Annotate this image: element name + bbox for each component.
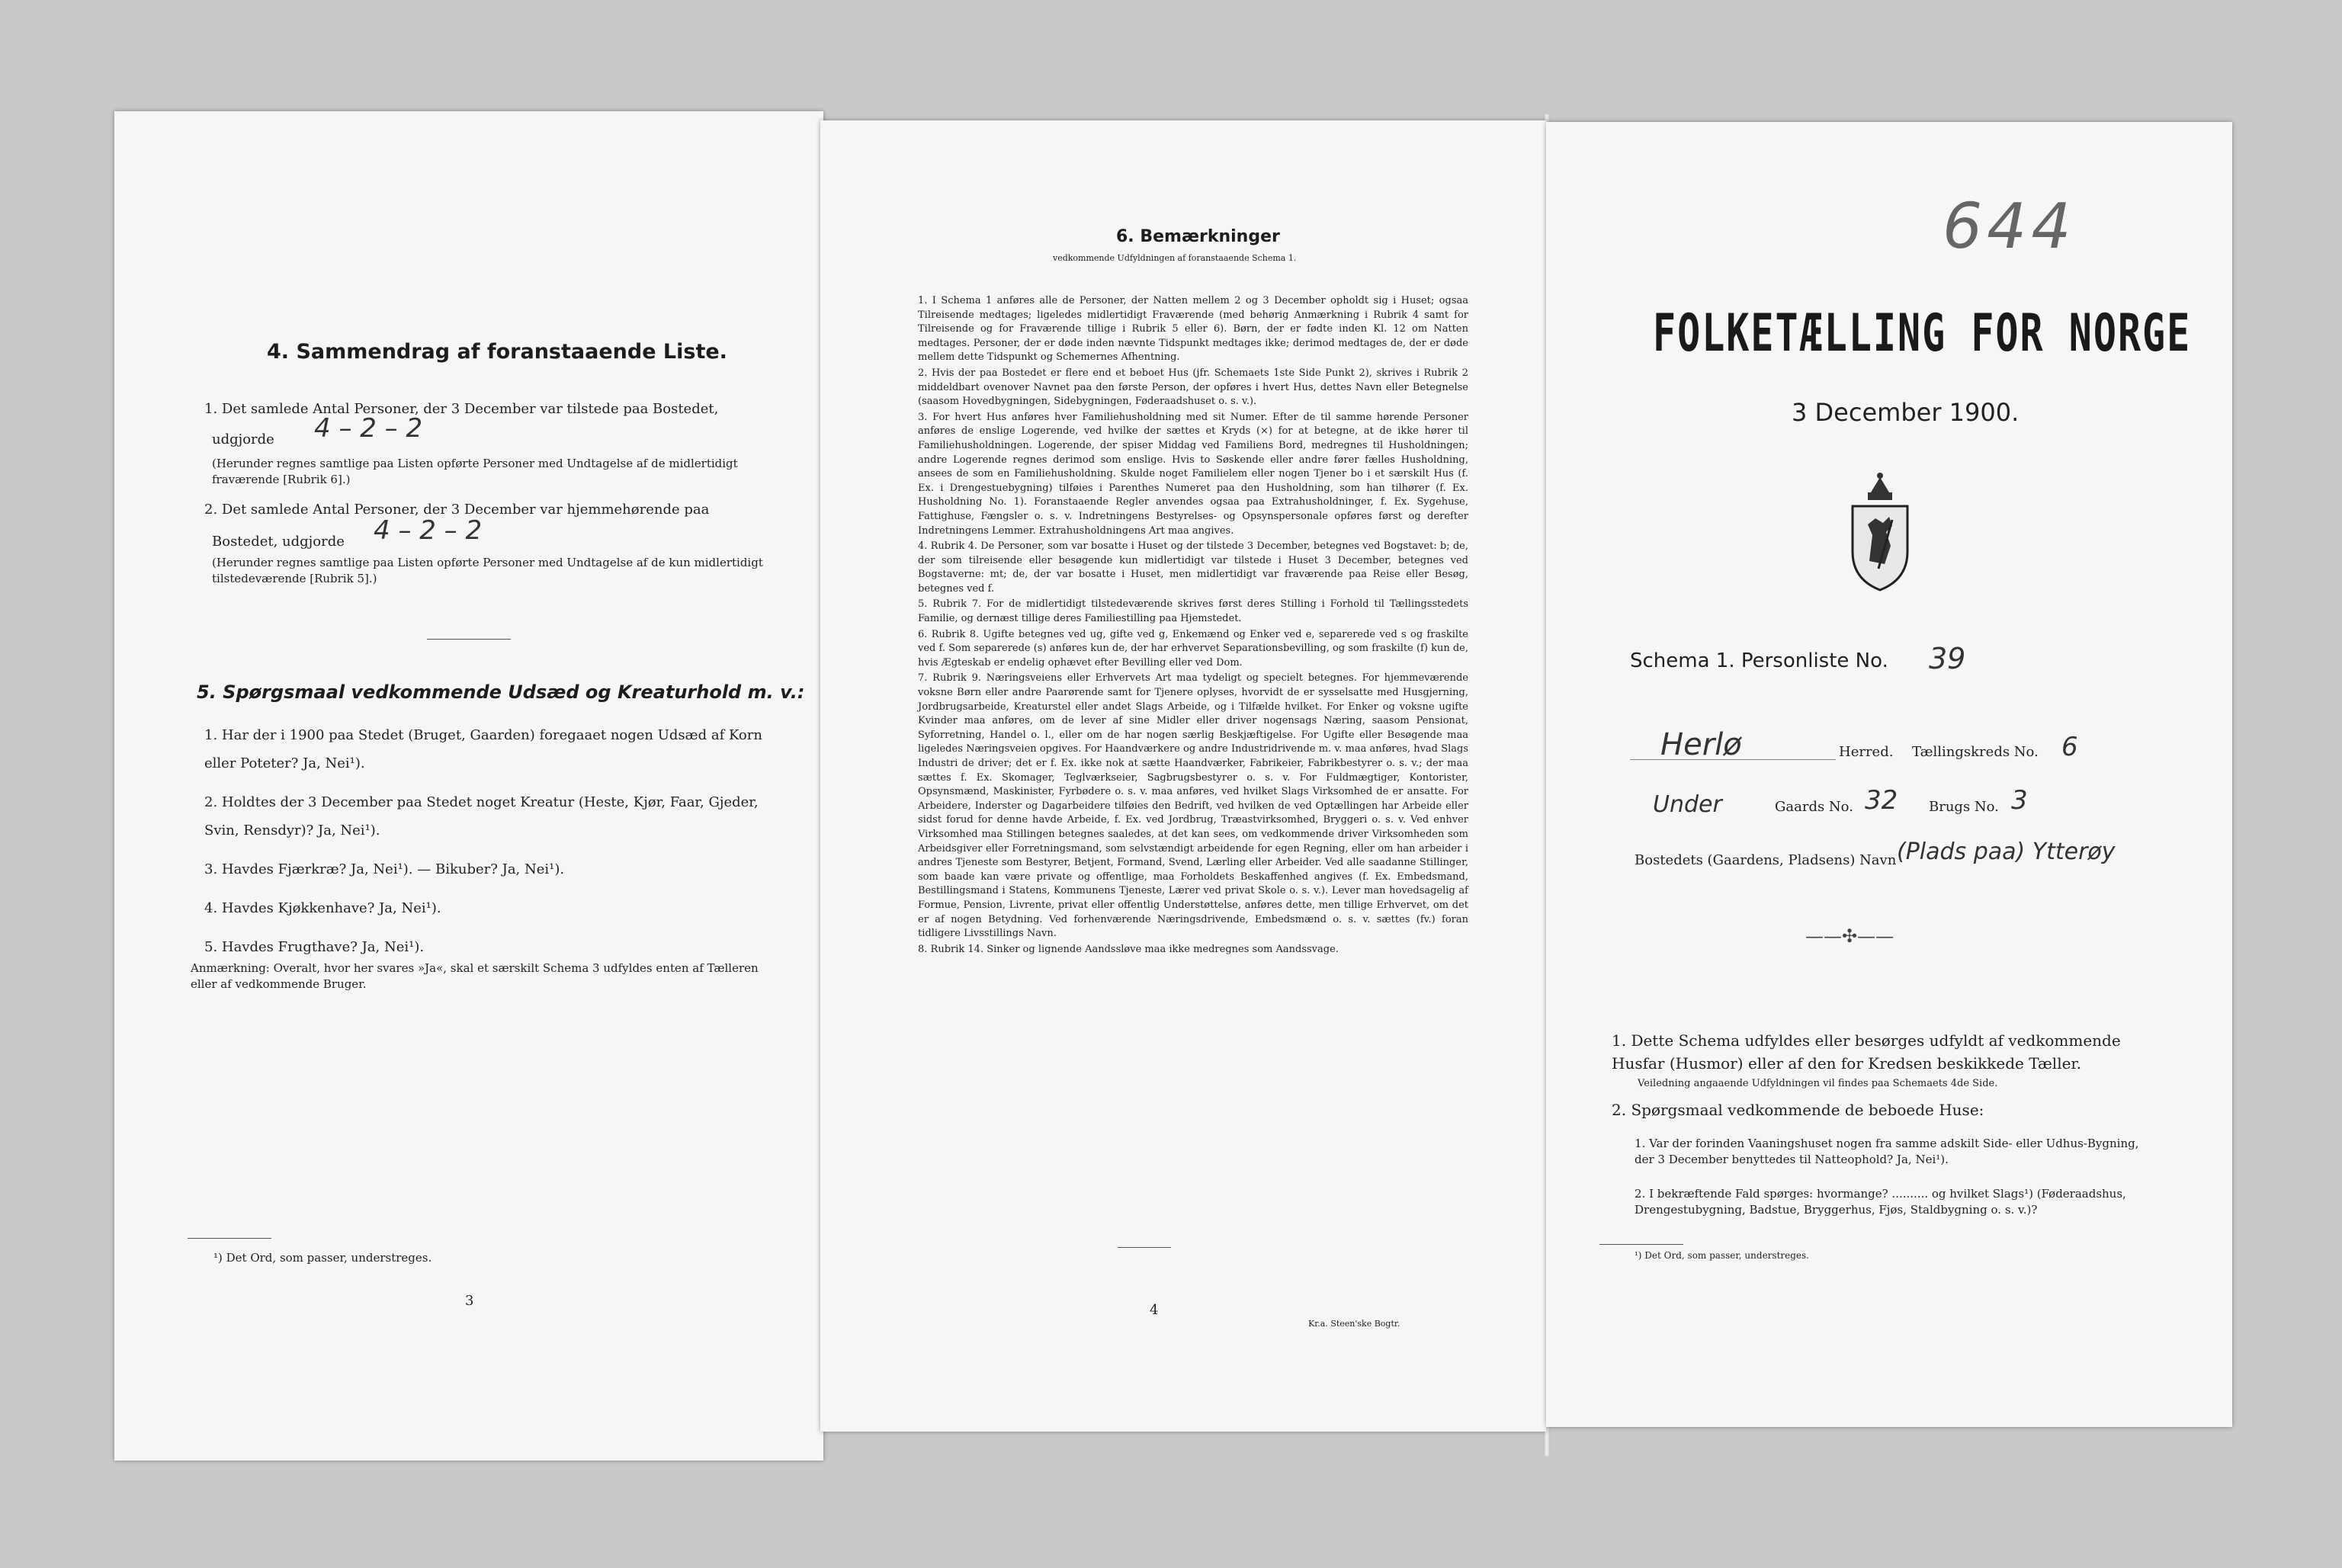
q2-bostedet-label: Bostedet, udgjorde [212, 534, 345, 550]
archive-number-handwritten: 644 [1943, 191, 2076, 263]
remarks-subtitle: vedkommende Udfyldningen af foranstaaende Schema 1. [1053, 253, 1297, 263]
instruction-1: 1. Dette Schema udfyldes eller besørges udfyldt af vedkommende Husfar (Husmor) eller af den for Kredsen beskikkede Tæller. [1612, 1031, 2121, 1073]
herred-label: Herred. [1839, 744, 1894, 760]
remark-item: 1. I Schema 1 anføres alle de Personer, der Natten mellem 2 og 3 December opholdt sig i Huset; ogsaa Tilreisende medtages; ligeledes midlertidigt Fraværende (med behørig Anmærkning i Rubrik 4 samt for Tilreisende og for Fraværende tillige i Rubrik 5 eller 6). Børn, der er fødte inden Kl. 12 om Natten medtages. Personer, der er døde inden nævnte Tidspunkt medtages ikke; derimod medtages de, der er døde mellem dette Tidspunkt og Schemernes Afhentning. [918, 295, 1468, 364]
bosted-label: Bostedets (Gaardens, Pladsens) Navn [1635, 852, 1897, 868]
remark-item: 6. Rubrik 8. Ugifte betegnes ved ug, gifte ved g, Enkemænd og Enker ved e, separerede ved s og fraskilte ved f. Som separerede (s) anføres kun de, der har erhvervet Separationsbevilling, og som fraskilte (f) kun de, hvis Ægteskab er endelig ophævet efter Bevilling eller ved Dom. [918, 628, 1468, 669]
q2-note: (Herunder regnes samtlige paa Listen opførte Personer med Undtagelse af de kun midlertidigt tilstedeværende [Rubrik 5].) [212, 556, 763, 585]
divider [427, 639, 511, 640]
instruction-2-q1: 1. Var der forinden Vaaningshuset nogen fra samme adskilt Side- eller Udhus-Bygning, der 3 December benyttedes til Natteophold? Ja, Nei¹). [1635, 1137, 2139, 1166]
ornament-divider-icon: ——✣—— [1805, 925, 1894, 947]
brugs-label: Brugs No. [1929, 799, 1999, 815]
section5-title: 5. Spørgsmaal vedkommende Udsæd og Kreaturhold m. v.: [197, 681, 805, 703]
page-number: 4 [1150, 1302, 1159, 1318]
q2-handwritten-count: 4 – 2 – 2 [374, 515, 483, 546]
gaards-label: Gaards No. [1775, 799, 1853, 815]
census-date: 3 December 1900. [1792, 398, 2020, 427]
remark-item: 2. Hvis der paa Bostedet er flere end et beboet Hus (jfr. Schemaets 1ste Side Punkt 2), skrives i Rubrik 2 middeldbart ovenover Navnet paa den første Person, der opføres i hvert Hus, dettes Navn eller Betegnelse (saasom Hovedbygningen, Sidebygningen, Føderaadshuset o. s. v.). [918, 367, 1468, 408]
section5-list [204, 721, 768, 961]
right-page [1546, 122, 2232, 1427]
middle-page [820, 120, 1546, 1432]
s5-item: 3. Havdes Fjærkræ? Ja, Nei¹). — Bikuber? Ja, Nei¹). [204, 861, 565, 877]
remark-item: 4. Rubrik 4. De Personer, som var bosatte i Huset og der tilstede 3 December, betegnes ved Bogstavet: b; de, der som tilreisende eller besøgende kun midlertidigt var tilstede i Huset 3 December, betegnes ved Bogstaverne: mt; de, der var bosatte i Huset, men midlertidigt var fraværende paa Reise eller Besøg, betegnes ved f. [918, 540, 1468, 595]
s5-item: 1. Har der i 1900 paa Stedet (Bruget, Gaarden) foregaaet nogen Udsæd af Korn eller Poteter? Ja, Nei¹). [204, 727, 762, 771]
anmaerkning: Anmærkning: Overalt, hvor her svares »Ja«, skal et særskilt Schema 3 udfyldes enten af Tælleren eller af vedkommende Bruger. [191, 961, 759, 991]
q2-text: 2. Det samlede Antal Personer, der 3 December var hjemmehørende paa [204, 502, 710, 518]
s5-item: 2. Holdtes der 3 December paa Stedet noget Kreatur (Heste, Kjør, Faar, Gjeder, Svin, Rensdyr)? Ja, Nei¹). [204, 794, 759, 839]
remark-item: 7. Rubrik 9. Næringsveiens eller Erhvervets Art maa tydeligt og specielt betegnes. For hjemmeværende voksne Børn eller andre Paarørende samt for Tjenere oplyses, hvorvidt de er sysselsatte med Husgjerning, Jordbrugsarbeide, Kreaturstel eller andet Slags Arbeide, og i Tilfælde hvilket. For Enker og voksne ugifte Kvinder maa anføres, om de lever af sine Midler eller driver nogensags Næring, saasom Pensionat, Syforretning, Handel o. l., eller om de har nogen særlig Beskjæftigelse. For Ugifte eller Besøgende maa ligeledes Næringsveien opgives. For Haandværkere og andre Industridrivende m. v. maa anføres, hvad Slags Industri de driver; det er f. Ex. ikke nok at sætte Haandværker, Fabrikeier, Fabrikbestyrer o. s. v.; der maa sættes f. Ex. Skomager, Teglværkseier, Sagbrugsbestyrer o. s. v. For Fuldmægtiger, Kontorister, Opsynsmænd, Maskinister, Fyrbødere o. s. v. maa anføres, ved hvilket Slags Virksomhed de er ansatte. For Arbeidere, Inderster og Dagarbeidere tilføies den Bedrift, ved hvilken de ved Optællingen har Arbeide eller sidst forud for denne havde Arbeide, f. Ex. ved Jordbrug, Træastvirksomhed, Bryggeri o. s. v. Ved enhver Virksomhed maa Stillingen betegnes saaledes, at det kan sees, om vedkommende driver Virksomheden som Arbeidsgiver eller Forretningsmand, som selvstændigt arbeidende for egen Regning, eller om han arbeider i andres Tjeneste som Bestyrer, Betjent, Formand, Svend, Lærling eller Arbeider. Ved alle saadanne Stillinger, som baade kan være private og offentlige, maa Forholdets Beskaffenhed angives (f. Ex. Embedsmand, Bestillingsmand i Statens, Kommunens Tjeneste, Lærer ved privat Skole o. s. v.). Lever man hovedsagelig af Formue, Pension, Livrente, privat eller offentlig Understøttelse, anføres dette, men tillige Erhvervet, om det er af nogen Betydning. Ved forhenværende Næringsdrivende, Embedsmænd o. s. v. sættes (fv.) foran tidligere Livsstillings Navn. [918, 672, 1468, 940]
q1-handwritten-count: 4 – 2 – 2 [314, 413, 423, 444]
instruction-2: 2. Spørgsmaal vedkommende de beboede Huse: [1612, 1101, 1984, 1119]
remark-item: 5. Rubrik 7. For de midlertidigt tilstedeværende skrives først deres Stilling i Forhold til Tællingsstedets Familie, og dernæst tillige deres Familiestilling paa Hjemstedet. [918, 598, 1468, 625]
remark-item: 8. Rubrik 14. Sinker og lignende Aandssløve maa ikke medregnes som Aandssvage. [918, 943, 1339, 955]
divider [1118, 1247, 1171, 1248]
gaards-prefix: Under [1653, 791, 1722, 818]
bosted-name: (Plads paa) Ytterøy [1897, 839, 2116, 865]
personliste-number: 39 [1929, 642, 1966, 675]
remarks-list [918, 294, 1468, 958]
remark-item: 3. For hvert Hus anføres hver Familiehusholdning med sit Numer. Efter de til samme hørende Personer anføres de enslige Logerende, ved hvilke der sættes et Kryds (×) for at betegne, at de ikke hører til Familiehusholdningen. Logerende, der spiser Middag ved Familiens Bord, medregnes til Husholdningen; andre Logerende regnes derimod som enslige. Hvis to Søskende eller andre fører fælles Husholdning, ansees de som en Familiehusholdning. Skulde noget Familielem eller nogen Tjener bo i et særskilt Hus (f. Ex. i Drengestuebygning) tilføies i Parenthes Numeret paa den Husholdning, som han tilhører (f. Ex. Husholdning No. 1). Foranstaaende Regler anvendes ogsaa paa Extrahusholdninger, f. Ex. Sygehuse, Fattighuse, Fængsler o. s. v. Indretningens Bestyrelses- og Opsynspersonale opføres først og derefter Indretningens Lemmer. Extrahusholdningens Art maa angives. [918, 411, 1468, 537]
instruction-2-q2: 2. I bekræftende Fald spørges: hvormange? .......... og hvilket Slags¹) (Føderaadshus, Drengestubygning, Badstue, Bryggerhus, Fjøs, Staldbygning o. s. v.)? [1635, 1187, 2126, 1217]
printer-credit: Kr.a. Steen'ske Bogtr. [1308, 1319, 1400, 1329]
instruction-1-note: Veiledning angaaende Udfyldningen vil findes paa Schemaets 4de Side. [1638, 1078, 1998, 1089]
q1-udgjorde-label: udgjorde [212, 431, 274, 447]
footnote-rule [1599, 1244, 1683, 1245]
page-number: 3 [465, 1293, 474, 1309]
s5-item: 4. Havdes Kjøkkenhave? Ja, Nei¹). [204, 900, 441, 916]
herred-name: Herlø [1660, 727, 1742, 762]
gaards-number: 32 [1865, 785, 1898, 816]
footnote-rule [188, 1238, 271, 1239]
left-page [114, 111, 823, 1461]
footnote: ¹) Det Ord, som passer, understreges. [1635, 1250, 1809, 1261]
taellingskreds-label: Tællingskreds No. [1912, 744, 2039, 760]
document-title: FOLKETÆLLING FOR NORGE [1653, 303, 2192, 364]
taellingskreds-number: 6 [2061, 732, 2078, 762]
remarks-title: 6. Bemærkninger [1116, 227, 1280, 246]
schema-label: Schema 1. Personliste No. [1630, 649, 1888, 672]
section4-title: 4. Sammendrag af foranstaaende Liste. [267, 340, 727, 364]
q1-text: 1. Det samlede Antal Personer, der 3 December var tilstede paa Bostedet, [204, 401, 719, 417]
brugs-number: 3 [2011, 785, 2028, 816]
footnote: ¹) Det Ord, som passer, understreges. [213, 1251, 432, 1265]
norway-coat-of-arms-icon [1848, 470, 1912, 595]
q1-note: (Herunder regnes samtlige paa Listen opførte Personer med Undtagelse af de midlertidigt fraværende [Rubrik 6].) [212, 457, 738, 486]
s5-item: 5. Havdes Frugthave? Ja, Nei¹). [204, 939, 425, 955]
